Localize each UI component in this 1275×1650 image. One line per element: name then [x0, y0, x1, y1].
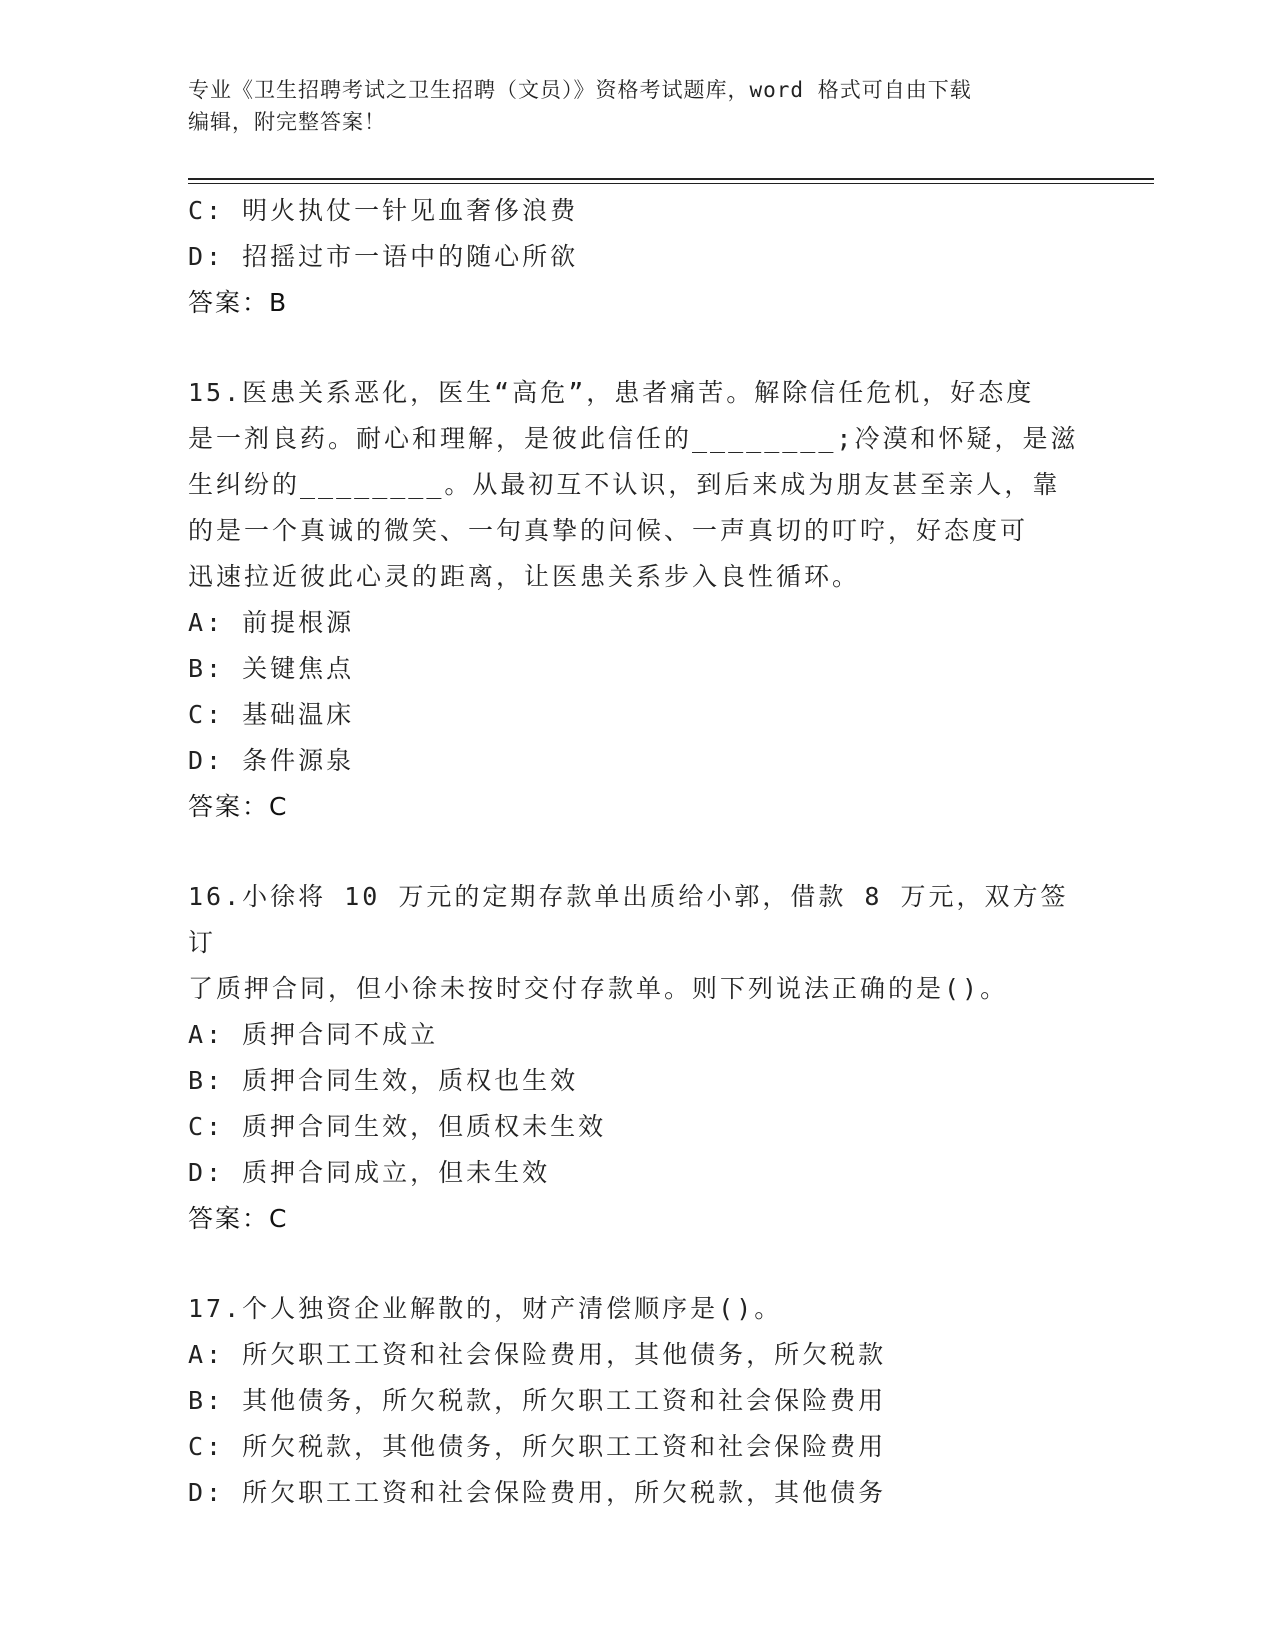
question-stem-line: 是一剂良药。耐心和理解，是彼此信任的________;冷漠和怀疑，是滋: [188, 424, 1079, 453]
header-line-1: 专业《卫生招聘考试之卫生招聘（文员）》资格考试题库，word 格式可自由下载: [188, 78, 972, 102]
option-c: C: 所欠税款，其他债务，所欠职工工资和社会保险费用: [188, 1432, 887, 1461]
question-16: [188, 874, 1088, 1242]
question-stem-line: 15.医患关系恶化，医生“高危”，患者痛苦。解除信任危机，好态度: [188, 378, 1035, 407]
option-d: D: 招摇过市一语中的随心所欲: [188, 242, 579, 271]
option-d: D: 质押合同成立，但未生效: [188, 1158, 551, 1187]
question-stem-line: 17.个人独资企业解散的，财产清偿顺序是()。: [188, 1294, 783, 1323]
option-a: A: 所欠职工工资和社会保险费用，其他债务，所欠税款: [188, 1340, 887, 1369]
header-divider-thin: [188, 183, 1154, 184]
option-a: A: 前提根源: [188, 608, 355, 637]
option-c: C: 基础温床: [188, 700, 355, 729]
answer-label: 答案：B: [188, 288, 289, 317]
option-b: B: 关键焦点: [188, 654, 355, 683]
option-d: D: 条件源泉: [188, 746, 355, 775]
option-b: B: 其他债务，所欠税款，所欠职工工资和社会保险费用: [188, 1386, 887, 1415]
question-list: [188, 188, 1088, 1516]
question-stem-line: 16.小徐将 10 万元的定期存款单出质给小郭，借款 8 万元，双方签订: [188, 882, 1069, 957]
answer-label: 答案：C: [188, 1204, 289, 1233]
question-17: [188, 1286, 1088, 1516]
option-a: A: 质押合同不成立: [188, 1020, 439, 1049]
option-b: B: 质押合同生效，质权也生效: [188, 1066, 579, 1095]
page-header: [188, 74, 1088, 138]
option-c: C: 质押合同生效，但质权未生效: [188, 1112, 607, 1141]
option-d: D: 所欠职工工资和社会保险费用，所欠税款，其他债务: [188, 1478, 887, 1507]
question-stem-line: 迅速拉近彼此心灵的距离，让医患关系步入良性循环。: [188, 562, 861, 591]
header-divider-thick: [188, 178, 1154, 180]
question-15: [188, 370, 1088, 830]
spacer: [188, 830, 1088, 874]
answer-label: 答案：C: [188, 792, 289, 821]
spacer: [188, 1242, 1088, 1286]
question-stem-line: 生纠纷的________。从最初互不认识，到后来成为朋友甚至亲人，靠: [188, 470, 1061, 499]
option-c: C: 明火执仗一针见血奢侈浪费: [188, 196, 579, 225]
question-stem-line: 了质押合同，但小徐未按时交付存款单。则下列说法正确的是()。: [188, 974, 1009, 1003]
question-14: [188, 188, 1088, 326]
header-line-2: 编辑，附完整答案！: [188, 110, 386, 134]
question-stem-line: 的是一个真诚的微笑、一句真挚的问候、一声真切的叮咛，好态度可: [188, 516, 1029, 545]
spacer: [188, 326, 1088, 370]
